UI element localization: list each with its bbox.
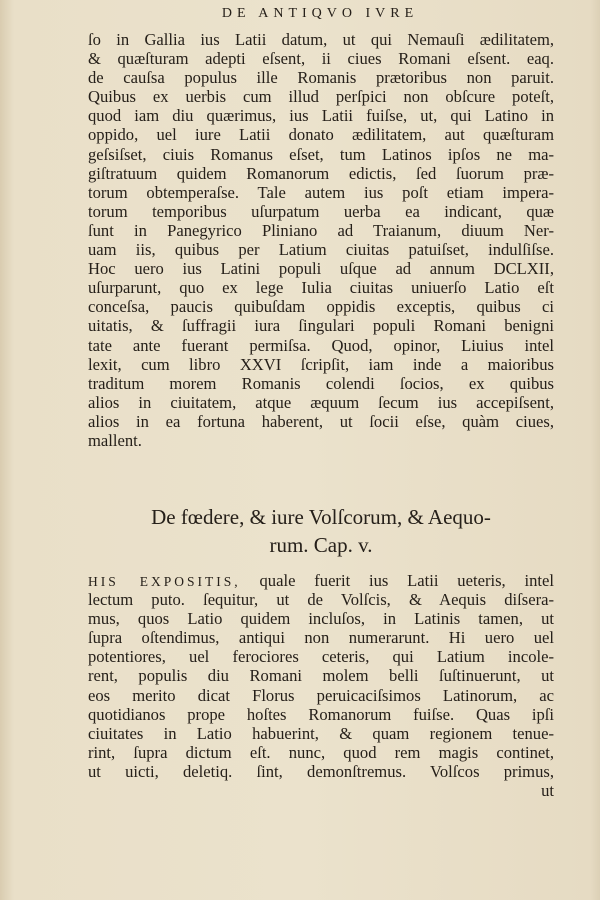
text-line: ut uicti, deletiq. ſint, demonſtremus. Volſcos primus, (88, 761, 554, 781)
text-line: ſupra oſtendimus, antiqui non numerarunt. Hi uero uel (88, 628, 554, 648)
text-line: giſtratuum quidem Romanorum edictis, ſed ſuorum præ- (88, 163, 554, 183)
text-line: & quæſturam adepti eſsent, ii ciues Romani eſsent. eaq. (88, 49, 554, 69)
text-line: oppido, uel iure Latii donato ædilitatem, aut quæſturam (88, 125, 554, 145)
chapter-heading-line: rum. Cap. v. (269, 533, 373, 557)
text-line: uſurparunt, quo ex lege Iulia ciuitas uniuerſo Latio eſt (88, 278, 554, 298)
text-line: ſo in Gallia ius Latii datum, ut qui Nemauſi ædilitatem, (88, 30, 554, 49)
text-line: conceſsa, paucis quibuſdam oppidis exceptis, quibus ci (88, 297, 554, 317)
text-line: ſunt in Panegyrico Pliniano ad Traianum, diuum Ner- (88, 220, 554, 240)
chapter-heading (88, 503, 554, 559)
chapter-heading-line: De fœdere, & iure Volſcorum, & Aequo- (151, 505, 491, 529)
running-head: DE ANTIQVO IVRE (221, 6, 419, 21)
bottom-paragraph (88, 571, 554, 800)
text-line: lexit, cum libro XXVI ſcripſit, iam inde a maioribus (88, 354, 554, 374)
text-line: quod iam diu quærimus, ius Latii fuiſse, ut, qui Latino in (88, 106, 554, 126)
text-line: potentiores, uel ferociores ceteris, qui Latium incole- (88, 647, 554, 667)
text-line: mallent. (88, 430, 142, 450)
text-line: Quibus ex uerbis cum illud perſpici non obſcure poteſt, (88, 87, 554, 107)
text-line: traditum morem Romanis colendi ſocios, ex quibus (88, 373, 554, 393)
top-paragraph (88, 30, 554, 450)
text-line: alios in ciuitatem, atque æquum ſecum ius accepiſsent, (88, 392, 554, 412)
text-line (88, 571, 554, 590)
text-line: rint, ſupra dictum eſt. nunc, quod rem magis continet, (88, 742, 554, 762)
lead-word: HIS EXPOSITIS, (88, 574, 241, 589)
text-line: torum temporibus uſurpatum uerba ea indicant, quæ (88, 201, 554, 221)
text-line: Hoc uero ius Latini populi uſque ad annum DCLXII, (88, 259, 554, 279)
text-line: uitatis, & ſuffragii iura ſingulari populi Romani benigni (88, 316, 554, 336)
text-line: mus, quos Latio quidem incluſos, in Latinis tamen, ut (88, 609, 554, 629)
text-line: rent, populis diu Romani molem belli ſuſtinuerunt, ut (88, 666, 554, 686)
text-line: lectum puto. ſequitur, ut de Volſcis, & Aequis diſsera- (88, 590, 554, 610)
text-line: ciuitates in Latio habuerint, & quam regionem tenue- (88, 723, 554, 743)
text-line: tate ante fuerant permiſsa. Quod, opinor, Liuius intel (88, 335, 554, 355)
text-line: de cauſsa populus ille Romanis prætoribus non paruit. (88, 68, 554, 88)
text-line: eos merito dicat Florus peruicaciſsimos Latinorum, ac (88, 685, 554, 705)
text-line: alios in ea fortuna haberent, ut ſocii eſse, quàm ciues, (88, 411, 554, 431)
text-line: quotidianos prope hoſtes Romanorum fuiſse. Quas ipſi (88, 704, 554, 724)
catchword: ut (541, 781, 554, 801)
first-line-text: quale fuerit ius Latii ueteris, intel (259, 571, 554, 590)
text-line: torum obtemperaſse. Tale autem ius poſt etiam impera- (88, 182, 554, 202)
text-line: uam iis, quibus per Latium ciuitas patuiſset, indulſiſse. (88, 240, 554, 260)
text-line: geſsiſset, ciuis Romanus eſset, tum Latinos ipſos ne ma- (88, 144, 554, 164)
